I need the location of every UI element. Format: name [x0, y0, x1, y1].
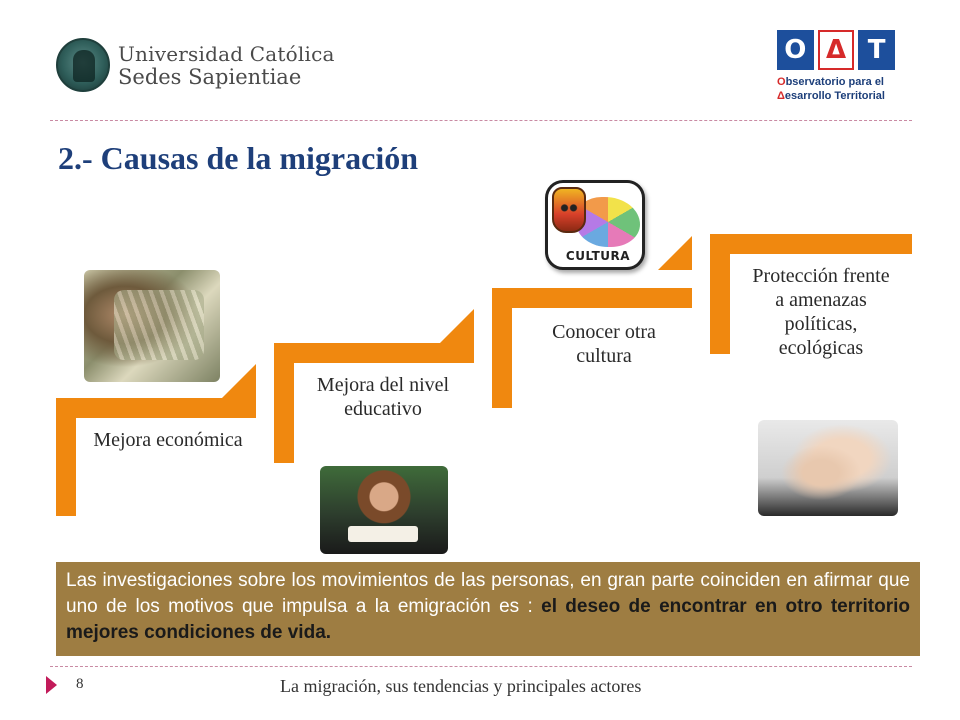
university-name-line-1: Universidad Católica	[118, 42, 335, 66]
oat-line-1-rest: bservatorio para el	[785, 76, 884, 88]
step-3-arrow	[658, 236, 692, 270]
oat-letter-delta: Δ	[818, 30, 855, 70]
step-4	[710, 234, 912, 359]
step-2-label: Mejora del nivel educativo	[316, 374, 450, 420]
step-1-label: Mejora económica	[93, 429, 243, 451]
footer-arrow-icon	[46, 676, 57, 694]
oat-letter-o: O	[777, 30, 814, 70]
step-3	[492, 288, 692, 410]
step-2-arrow	[440, 309, 474, 343]
info-highlight: el deseo de encontrar en otro territorio mejores condiciones de vida.	[66, 596, 911, 643]
cultura-card	[545, 180, 645, 270]
cultura-icon	[545, 180, 645, 280]
info-text	[66, 568, 910, 646]
page-number: 8	[76, 676, 84, 692]
university-seal-icon	[56, 38, 110, 92]
student-reading-photo	[320, 466, 448, 554]
step-1-side-bar	[56, 398, 76, 516]
info-body: Las investigaciones sobre los movimientos de las personas, en gran parte coinciden en afirmar que uno de los motivos que impulsa a la emigración es :	[66, 570, 910, 617]
oat-logo	[775, 30, 905, 114]
top-divider	[50, 120, 912, 121]
step-1-top-bar	[56, 398, 256, 418]
info-box	[56, 562, 920, 656]
step-2-side-bar	[274, 343, 294, 463]
oat-name-line-2	[777, 90, 885, 102]
step-3-side-bar	[492, 288, 512, 408]
oat-letter-boxes	[777, 30, 895, 70]
step-4-label: Protección frente a amenazas políticas, ecológicas	[752, 265, 890, 359]
bottom-divider	[50, 666, 912, 667]
step-4-top-bar	[710, 234, 912, 254]
step-4-side-bar	[710, 234, 730, 354]
money-photo	[84, 270, 220, 382]
step-1-arrow	[222, 364, 256, 398]
university-name-line-2: Sedes Sapientiae	[118, 65, 302, 89]
step-3-label: Conocer otra cultura	[552, 321, 656, 367]
mask-icon	[552, 187, 586, 233]
oat-line-1-initial: O	[777, 76, 786, 88]
step-3-top-bar	[492, 288, 692, 308]
step-2-top-bar	[274, 343, 474, 363]
oat-line-2-initial: Δ	[777, 90, 785, 102]
university-logo	[56, 38, 335, 94]
step-2	[274, 343, 474, 465]
slide-title: 2.- Causas de la migración	[58, 140, 418, 176]
cultura-label: CULTURA	[565, 249, 631, 263]
step-1	[56, 398, 256, 518]
oat-letter-t: T	[858, 30, 895, 70]
man-shielding-face-photo	[758, 420, 898, 516]
oat-name-line-1	[777, 76, 884, 88]
oat-line-2-rest: esarrollo Territorial	[784, 90, 885, 102]
footer-text: La migración, sus tendencias y principales actores	[280, 676, 642, 696]
